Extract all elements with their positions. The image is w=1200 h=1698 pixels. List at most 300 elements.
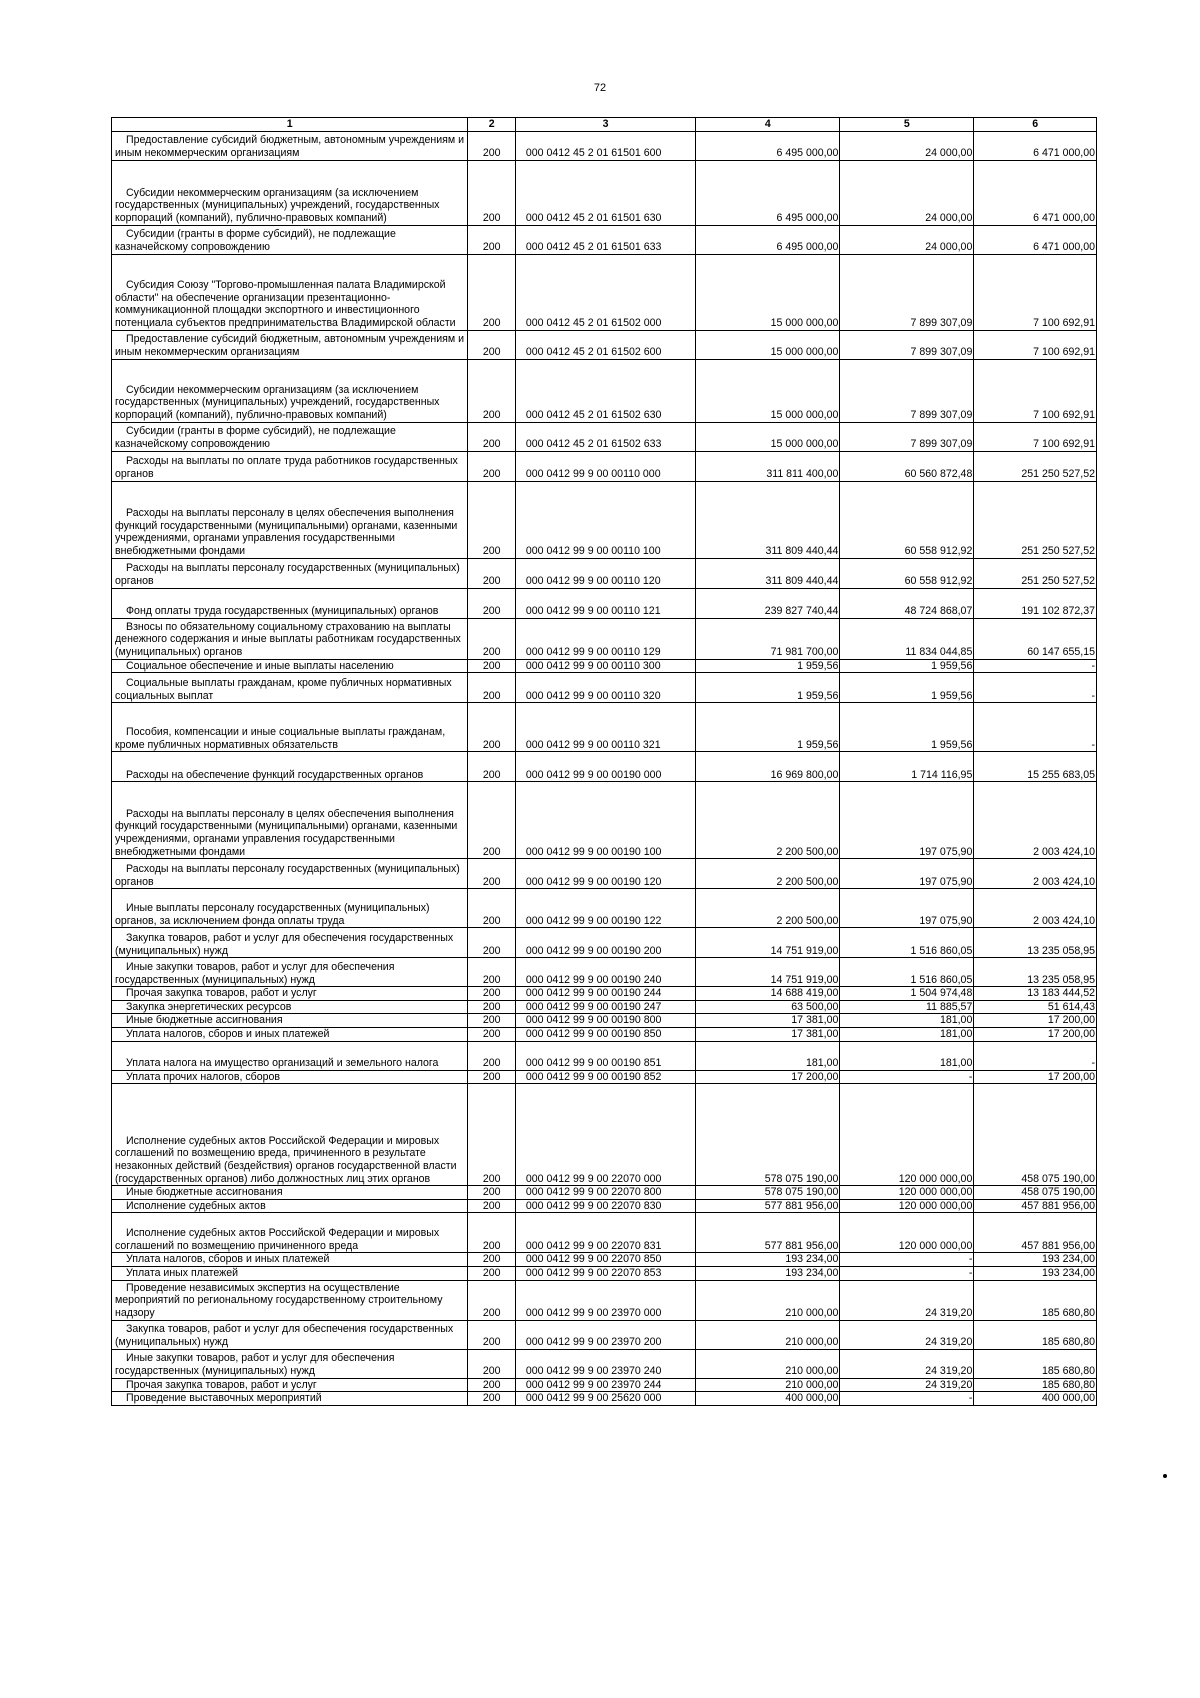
row-line-code-cell: 200 (468, 1320, 515, 1349)
row-approved-amount-cell: 2 200 500,00 (696, 782, 840, 859)
row-budget-code-cell: 000 0412 99 9 00 00110 000 (515, 451, 695, 481)
row-line-code-cell: 200 (468, 659, 515, 673)
row-approved-amount-cell: 400 000,00 (696, 1392, 840, 1406)
row-name-text: Предоставление субсидий бюджетным, автономным учреждениям и иным некоммерческим организациям (115, 333, 465, 358)
row-approved-amount-cell: 14 688 419,00 (696, 987, 840, 1001)
row-name-cell (112, 1084, 468, 1186)
row-executed-amount-cell: 197 075,90 (840, 782, 974, 859)
row-budget-code-cell: 000 0412 99 9 00 00190 850 (515, 1027, 695, 1041)
row-name-text: Закупка энергетических ресурсов (126, 1000, 292, 1013)
row-approved-amount-cell: 210 000,00 (696, 1320, 840, 1349)
row-name-text: Пособия, компенсации и иные социальные выплаты гражданам, кроме публичных нормативных обязательств (115, 726, 446, 751)
row-name-cell (112, 782, 468, 859)
row-budget-code-cell: 000 0412 99 9 00 00110 120 (515, 558, 695, 588)
table-row (112, 1320, 1097, 1349)
row-line-code-cell: 200 (468, 752, 515, 782)
row-executed-amount-cell: 24 000,00 (840, 131, 974, 160)
row-executed-amount-cell: 1 516 860,05 (840, 928, 974, 958)
row-unexecuted-amount-cell: 251 250 527,52 (974, 481, 1097, 558)
row-budget-code-cell: 000 0412 99 9 00 00110 300 (515, 659, 695, 673)
table-row (112, 752, 1097, 782)
row-line-code-cell: 200 (468, 928, 515, 958)
row-unexecuted-amount-cell: 7 100 692,91 (974, 422, 1097, 451)
row-approved-amount-cell: 15 000 000,00 (696, 359, 840, 422)
row-name-text: Иные бюджетные ассигнования (126, 1186, 283, 1199)
row-name-text: Прочая закупка товаров, работ и услуг (126, 987, 317, 1000)
row-approved-amount-cell: 2 200 500,00 (696, 889, 840, 928)
row-executed-amount-cell: 1 516 860,05 (840, 958, 974, 987)
row-executed-amount-cell: 1 714 116,95 (840, 752, 974, 782)
row-line-code-cell: 200 (468, 1084, 515, 1186)
row-executed-amount-cell: 120 000 000,00 (840, 1084, 974, 1186)
row-name-text: Расходы на выплаты по оплате труда работников государственных органов (115, 455, 458, 480)
row-name-text: Закупка товаров, работ и услуг для обеспечения государственных (муниципальных) нужд (115, 932, 454, 957)
header-row (112, 118, 1097, 132)
budget-execution-table (111, 117, 1097, 1406)
row-approved-amount-cell: 14 751 919,00 (696, 958, 840, 987)
row-budget-code-cell: 000 0412 99 9 00 00110 321 (515, 703, 695, 752)
row-line-code-cell: 200 (468, 1041, 515, 1070)
row-unexecuted-amount-cell: 400 000,00 (974, 1392, 1097, 1406)
row-name-cell (112, 928, 468, 958)
row-name-cell (112, 673, 468, 703)
row-approved-amount-cell: 71 981 700,00 (696, 618, 840, 659)
row-line-code-cell: 200 (468, 1070, 515, 1084)
row-budget-code-cell: 000 0412 99 9 00 25620 000 (515, 1392, 695, 1406)
row-approved-amount-cell: 6 495 000,00 (696, 131, 840, 160)
row-approved-amount-cell: 210 000,00 (696, 1378, 840, 1392)
table-row (112, 1349, 1097, 1378)
row-executed-amount-cell: 181,00 (840, 1027, 974, 1041)
header-col-1: 1 (112, 118, 468, 132)
row-executed-amount-cell: - (840, 1253, 974, 1267)
row-approved-amount-cell: 2 200 500,00 (696, 859, 840, 889)
row-name-cell (112, 131, 468, 160)
row-budget-code-cell: 000 0412 45 2 01 61501 633 (515, 225, 695, 254)
row-line-code-cell: 200 (468, 1000, 515, 1014)
row-approved-amount-cell: 17 200,00 (696, 1070, 840, 1084)
table-row (112, 1041, 1097, 1070)
row-unexecuted-amount-cell: 17 200,00 (974, 1014, 1097, 1028)
row-unexecuted-amount-cell: 457 881 956,00 (974, 1199, 1097, 1213)
row-approved-amount-cell: 577 881 956,00 (696, 1213, 840, 1253)
row-approved-amount-cell: 15 000 000,00 (696, 330, 840, 359)
row-approved-amount-cell: 1 959,56 (696, 673, 840, 703)
table-row (112, 1084, 1097, 1186)
row-budget-code-cell: 000 0412 99 9 00 23970 244 (515, 1378, 695, 1392)
row-name-text: Социальное обеспечение и иные выплаты населению (126, 659, 394, 672)
row-executed-amount-cell: 197 075,90 (840, 889, 974, 928)
table-row (112, 958, 1097, 987)
row-unexecuted-amount-cell: 17 200,00 (974, 1027, 1097, 1041)
row-budget-code-cell: 000 0412 99 9 00 00190 100 (515, 782, 695, 859)
row-name-cell (112, 1378, 468, 1392)
table-row (112, 481, 1097, 558)
row-name-cell (112, 618, 468, 659)
row-budget-code-cell: 000 0412 99 9 00 00110 121 (515, 588, 695, 618)
row-approved-amount-cell: 181,00 (696, 1041, 840, 1070)
row-budget-code-cell: 000 0412 99 9 00 22070 853 (515, 1266, 695, 1280)
row-unexecuted-amount-cell: 6 471 000,00 (974, 225, 1097, 254)
row-line-code-cell: 200 (468, 1378, 515, 1392)
table-row (112, 330, 1097, 359)
row-name-cell (112, 558, 468, 588)
row-name-text: Субсидия Союзу "Торгово-промышленная палата Владимирской области" на обеспечение организации презентационно-коммуникационной площадки экспортного и инвестиционного потенциала субъектов предпринимательства Владимирской области (115, 279, 456, 329)
row-budget-code-cell: 000 0412 99 9 00 22070 831 (515, 1213, 695, 1253)
row-line-code-cell: 200 (468, 131, 515, 160)
row-unexecuted-amount-cell: 457 881 956,00 (974, 1213, 1097, 1253)
row-unexecuted-amount-cell: 185 680,80 (974, 1280, 1097, 1320)
row-name-cell (112, 1280, 468, 1320)
row-line-code-cell: 200 (468, 422, 515, 451)
row-line-code-cell: 200 (468, 359, 515, 422)
row-unexecuted-amount-cell: 458 075 190,00 (974, 1186, 1097, 1200)
row-line-code-cell: 200 (468, 558, 515, 588)
row-approved-amount-cell: 1 959,56 (696, 659, 840, 673)
row-approved-amount-cell: 15 000 000,00 (696, 422, 840, 451)
row-line-code-cell: 200 (468, 1266, 515, 1280)
row-approved-amount-cell: 311 811 400,00 (696, 451, 840, 481)
row-line-code-cell: 200 (468, 160, 515, 225)
table-row (112, 1070, 1097, 1084)
row-budget-code-cell: 000 0412 99 9 00 00190 000 (515, 752, 695, 782)
row-unexecuted-amount-cell: 51 614,43 (974, 1000, 1097, 1014)
row-executed-amount-cell: 7 899 307,09 (840, 422, 974, 451)
row-name-text: Предоставление субсидий бюджетным, автономным учреждениям и иным некоммерческим организациям (115, 134, 465, 159)
row-approved-amount-cell: 578 075 190,00 (696, 1084, 840, 1186)
row-name-cell (112, 659, 468, 673)
row-name-cell (112, 859, 468, 889)
row-unexecuted-amount-cell: 6 471 000,00 (974, 131, 1097, 160)
row-approved-amount-cell: 193 234,00 (696, 1266, 840, 1280)
row-unexecuted-amount-cell: 6 471 000,00 (974, 160, 1097, 225)
row-approved-amount-cell: 14 751 919,00 (696, 928, 840, 958)
row-executed-amount-cell: - (840, 1070, 974, 1084)
row-unexecuted-amount-cell: 2 003 424,10 (974, 859, 1097, 889)
row-name-cell (112, 987, 468, 1001)
row-approved-amount-cell: 193 234,00 (696, 1253, 840, 1267)
row-unexecuted-amount-cell: 15 255 683,05 (974, 752, 1097, 782)
row-unexecuted-amount-cell: 191 102 872,37 (974, 588, 1097, 618)
row-line-code-cell: 200 (468, 588, 515, 618)
row-name-cell (112, 1000, 468, 1014)
table-row (112, 1027, 1097, 1041)
row-line-code-cell: 200 (468, 987, 515, 1001)
header-col-6: 6 (974, 118, 1097, 132)
row-line-code-cell: 200 (468, 1014, 515, 1028)
row-approved-amount-cell: 6 495 000,00 (696, 160, 840, 225)
row-name-text: Уплата налогов, сборов и иных платежей (126, 1027, 330, 1040)
row-budget-code-cell: 000 0412 99 9 00 22070 850 (515, 1253, 695, 1267)
row-unexecuted-amount-cell: 2 003 424,10 (974, 782, 1097, 859)
row-budget-code-cell: 000 0412 99 9 00 22070 000 (515, 1084, 695, 1186)
table-row (112, 673, 1097, 703)
table-row (112, 859, 1097, 889)
table-row (112, 1392, 1097, 1406)
row-name-text: Закупка товаров, работ и услуг для обеспечения государственных (муниципальных) нужд (115, 1323, 454, 1348)
table-row (112, 359, 1097, 422)
row-line-code-cell: 200 (468, 782, 515, 859)
row-budget-code-cell: 000 0412 45 2 01 61502 600 (515, 330, 695, 359)
row-executed-amount-cell: 120 000 000,00 (840, 1213, 974, 1253)
row-name-cell (112, 703, 468, 752)
row-name-text: Расходы на выплаты персоналу в целях обеспечения выполнения функций государственными (муниципальными) органами, казенными учреждениями, органами управления государственными внебюджетными фондами (115, 807, 458, 858)
row-executed-amount-cell: 11 885,57 (840, 1000, 974, 1014)
row-budget-code-cell: 000 0412 99 9 00 00110 320 (515, 673, 695, 703)
row-executed-amount-cell: 7 899 307,09 (840, 359, 974, 422)
row-name-text: Исполнение судебных актов (126, 1199, 266, 1212)
row-name-cell (112, 254, 468, 330)
row-name-cell (112, 752, 468, 782)
row-name-cell (112, 1320, 468, 1349)
row-line-code-cell: 200 (468, 673, 515, 703)
table-row (112, 987, 1097, 1001)
row-name-text: Иные закупки товаров, работ и услуг для обеспечения государственных (муниципальных) нужд (115, 1352, 395, 1377)
row-line-code-cell: 200 (468, 618, 515, 659)
row-unexecuted-amount-cell: 458 075 190,00 (974, 1084, 1097, 1186)
row-approved-amount-cell: 16 969 800,00 (696, 752, 840, 782)
row-unexecuted-amount-cell: 251 250 527,52 (974, 558, 1097, 588)
row-unexecuted-amount-cell: 13 183 444,52 (974, 987, 1097, 1001)
row-name-text: Расходы на обеспечение функций государственных органов (126, 768, 424, 781)
table-row (112, 618, 1097, 659)
row-unexecuted-amount-cell: 2 003 424,10 (974, 889, 1097, 928)
page-number: 72 (593, 82, 607, 94)
row-executed-amount-cell: 24 319,20 (840, 1320, 974, 1349)
table-row (112, 1014, 1097, 1028)
row-executed-amount-cell: 24 000,00 (840, 225, 974, 254)
row-executed-amount-cell: 120 000 000,00 (840, 1199, 974, 1213)
row-unexecuted-amount-cell: 13 235 058,95 (974, 928, 1097, 958)
row-budget-code-cell: 000 0412 45 2 01 61502 630 (515, 359, 695, 422)
table-row (112, 422, 1097, 451)
row-budget-code-cell: 000 0412 99 9 00 00190 240 (515, 958, 695, 987)
row-line-code-cell: 200 (468, 254, 515, 330)
row-line-code-cell: 200 (468, 1186, 515, 1200)
table-row (112, 889, 1097, 928)
row-name-cell (112, 889, 468, 928)
row-name-text: Исполнение судебных актов Российской Федерации и мировых соглашений по возмещению вреда, причиненного в результате незаконных действий (бездействия) органов государственной власти (государственных органов) либо должностных лиц этих органов (115, 1134, 457, 1185)
table-row (112, 1199, 1097, 1213)
row-budget-code-cell: 000 0412 99 9 00 23970 240 (515, 1349, 695, 1378)
row-executed-amount-cell: 7 899 307,09 (840, 330, 974, 359)
row-name-text: Фонд оплаты труда государственных (муниципальных) органов (126, 605, 439, 617)
table-body (112, 131, 1097, 1405)
row-approved-amount-cell: 17 381,00 (696, 1027, 840, 1041)
row-name-text: Взносы по обязательному социальному страхованию на выплаты денежного содержания и иные выплаты работникам государственных (муниципальных) органов (115, 620, 461, 658)
row-executed-amount-cell: 11 834 044,85 (840, 618, 974, 659)
row-line-code-cell: 200 (468, 703, 515, 752)
row-approved-amount-cell: 210 000,00 (696, 1280, 840, 1320)
row-unexecuted-amount-cell: 193 234,00 (974, 1266, 1097, 1280)
row-executed-amount-cell: 1 959,56 (840, 659, 974, 673)
row-name-text: Иные выплаты персоналу государственных (муниципальных) органов, за исключением фонда оплаты труда (115, 902, 430, 927)
row-name-cell (112, 160, 468, 225)
row-line-code-cell: 200 (468, 1280, 515, 1320)
row-name-text: Исполнение судебных актов Российской Федерации и мировых соглашений по возмещению причиненного вреда (115, 1227, 440, 1252)
row-budget-code-cell: 000 0412 45 2 01 61501 630 (515, 160, 695, 225)
table-row (112, 451, 1097, 481)
row-executed-amount-cell: - (840, 1266, 974, 1280)
header-col-3: 3 (515, 118, 695, 132)
table-row (112, 588, 1097, 618)
row-unexecuted-amount-cell: 7 100 692,91 (974, 359, 1097, 422)
row-budget-code-cell: 000 0412 99 9 00 00190 122 (515, 889, 695, 928)
row-name-cell (112, 1070, 468, 1084)
row-unexecuted-amount-cell: 251 250 527,52 (974, 451, 1097, 481)
row-budget-code-cell: 000 0412 99 9 00 00110 100 (515, 481, 695, 558)
row-executed-amount-cell: 60 558 912,92 (840, 481, 974, 558)
row-line-code-cell: 200 (468, 330, 515, 359)
row-unexecuted-amount-cell: 60 147 655,15 (974, 618, 1097, 659)
row-approved-amount-cell: 6 495 000,00 (696, 225, 840, 254)
header-col-5: 5 (840, 118, 974, 132)
row-executed-amount-cell: 7 899 307,09 (840, 254, 974, 330)
row-name-cell (112, 1027, 468, 1041)
row-name-text: Расходы на выплаты персоналу государственных (муниципальных) органов (115, 863, 460, 888)
row-name-cell (112, 1349, 468, 1378)
row-unexecuted-amount-cell: 7 100 692,91 (974, 330, 1097, 359)
row-name-cell (112, 958, 468, 987)
row-line-code-cell: 200 (468, 225, 515, 254)
row-name-text: Иные закупки товаров, работ и услуг для обеспечения государственных (муниципальных) нужд (115, 961, 395, 986)
row-executed-amount-cell: 120 000 000,00 (840, 1186, 974, 1200)
row-name-cell (112, 1186, 468, 1200)
row-unexecuted-amount-cell: - (974, 673, 1097, 703)
row-approved-amount-cell: 311 809 440,44 (696, 558, 840, 588)
row-unexecuted-amount-cell: - (974, 1041, 1097, 1070)
row-name-cell (112, 1392, 468, 1406)
row-unexecuted-amount-cell: 7 100 692,91 (974, 254, 1097, 330)
row-executed-amount-cell: - (840, 1392, 974, 1406)
row-approved-amount-cell: 578 075 190,00 (696, 1186, 840, 1200)
table-row (112, 1000, 1097, 1014)
table-row (112, 225, 1097, 254)
row-budget-code-cell: 000 0412 99 9 00 00190 200 (515, 928, 695, 958)
row-name-text: Субсидии (гранты в форме субсидий), не подлежащие казначейскому сопровождению (115, 425, 396, 450)
row-line-code-cell: 200 (468, 481, 515, 558)
row-budget-code-cell: 000 0412 45 2 01 61501 600 (515, 131, 695, 160)
table-row (112, 160, 1097, 225)
row-unexecuted-amount-cell: - (974, 703, 1097, 752)
table-row (112, 131, 1097, 160)
table-row (112, 1280, 1097, 1320)
table-row (112, 254, 1097, 330)
row-budget-code-cell: 000 0412 99 9 00 22070 800 (515, 1186, 695, 1200)
row-approved-amount-cell: 239 827 740,44 (696, 588, 840, 618)
row-executed-amount-cell: 1 504 974,48 (840, 987, 974, 1001)
row-line-code-cell: 200 (468, 1199, 515, 1213)
table-row (112, 782, 1097, 859)
row-line-code-cell: 200 (468, 859, 515, 889)
row-budget-code-cell: 000 0412 99 9 00 00110 129 (515, 618, 695, 659)
row-name-cell (112, 359, 468, 422)
row-name-cell (112, 1266, 468, 1280)
row-name-text: Иные бюджетные ассигнования (126, 1014, 283, 1027)
table-row (112, 1378, 1097, 1392)
row-line-code-cell: 200 (468, 451, 515, 481)
row-executed-amount-cell: 60 560 872,48 (840, 451, 974, 481)
row-budget-code-cell: 000 0412 45 2 01 61502 633 (515, 422, 695, 451)
row-approved-amount-cell: 1 959,56 (696, 703, 840, 752)
header-col-2: 2 (468, 118, 515, 132)
row-name-text: Уплата иных платежей (126, 1266, 238, 1279)
row-unexecuted-amount-cell: 193 234,00 (974, 1253, 1097, 1267)
row-line-code-cell: 200 (468, 958, 515, 987)
row-name-cell (112, 1199, 468, 1213)
row-name-cell (112, 588, 468, 618)
row-name-text: Уплата прочих налогов, сборов (126, 1070, 281, 1083)
table-row (112, 703, 1097, 752)
row-unexecuted-amount-cell: - (974, 659, 1097, 673)
row-budget-code-cell: 000 0412 45 2 01 61502 000 (515, 254, 695, 330)
row-budget-code-cell: 000 0412 99 9 00 00190 852 (515, 1070, 695, 1084)
row-executed-amount-cell: 24 319,20 (840, 1349, 974, 1378)
table-row (112, 1266, 1097, 1280)
row-unexecuted-amount-cell: 185 680,80 (974, 1378, 1097, 1392)
row-name-text: Проведение выставочных мероприятий (126, 1392, 322, 1405)
row-name-cell (112, 1213, 468, 1253)
row-name-text: Прочая закупка товаров, работ и услуг (126, 1378, 317, 1391)
row-name-cell (112, 1041, 468, 1070)
table-row (112, 1213, 1097, 1253)
row-line-code-cell: 200 (468, 1213, 515, 1253)
row-approved-amount-cell: 15 000 000,00 (696, 254, 840, 330)
row-budget-code-cell: 000 0412 99 9 00 00190 244 (515, 987, 695, 1001)
row-name-cell (112, 422, 468, 451)
row-name-cell (112, 451, 468, 481)
row-unexecuted-amount-cell: 185 680,80 (974, 1349, 1097, 1378)
row-executed-amount-cell: 48 724 868,07 (840, 588, 974, 618)
row-name-text: Субсидии некоммерческим организациям (за исключением государственных (муниципальных) учреждений, государственных корпораций (компаний), публично-правовых компаний) (115, 186, 440, 224)
row-unexecuted-amount-cell: 17 200,00 (974, 1070, 1097, 1084)
row-approved-amount-cell: 210 000,00 (696, 1349, 840, 1378)
row-name-text: Уплата налогов, сборов и иных платежей (126, 1253, 330, 1266)
row-approved-amount-cell: 63 500,00 (696, 1000, 840, 1014)
header-col-4: 4 (696, 118, 840, 132)
row-name-cell (112, 225, 468, 254)
row-executed-amount-cell: 1 959,56 (840, 703, 974, 752)
row-line-code-cell: 200 (468, 1027, 515, 1041)
row-name-text: Расходы на выплаты персоналу в целях обеспечения выполнения функций государственными (муниципальными) органами, казенными учреждениями, органами управления государственными внебюджетными фондами (115, 507, 458, 557)
row-executed-amount-cell: 24 319,20 (840, 1378, 974, 1392)
row-budget-code-cell: 000 0412 99 9 00 23970 000 (515, 1280, 695, 1320)
row-unexecuted-amount-cell: 13 235 058,95 (974, 958, 1097, 987)
row-unexecuted-amount-cell: 185 680,80 (974, 1320, 1097, 1349)
row-approved-amount-cell: 17 381,00 (696, 1014, 840, 1028)
table-row (112, 659, 1097, 673)
row-budget-code-cell: 000 0412 99 9 00 22070 830 (515, 1199, 695, 1213)
row-name-text: Субсидии (гранты в форме субсидий), не подлежащие казначейскому сопровождению (115, 228, 396, 253)
row-executed-amount-cell: 181,00 (840, 1041, 974, 1070)
row-name-text: Уплата налога на имущество организаций и земельного налога (126, 1056, 439, 1069)
row-line-code-cell: 200 (468, 1253, 515, 1267)
row-name-text: Расходы на выплаты персоналу государственных (муниципальных) органов (115, 562, 460, 587)
row-approved-amount-cell: 577 881 956,00 (696, 1199, 840, 1213)
row-approved-amount-cell: 311 809 440,44 (696, 481, 840, 558)
table-row (112, 928, 1097, 958)
row-executed-amount-cell: 1 959,56 (840, 673, 974, 703)
row-name-cell (112, 1253, 468, 1267)
row-name-cell (112, 481, 468, 558)
row-line-code-cell: 200 (468, 889, 515, 928)
row-budget-code-cell: 000 0412 99 9 00 00190 247 (515, 1000, 695, 1014)
row-executed-amount-cell: 197 075,90 (840, 859, 974, 889)
row-line-code-cell: 200 (468, 1392, 515, 1406)
row-executed-amount-cell: 24 319,20 (840, 1280, 974, 1320)
row-line-code-cell: 200 (468, 1349, 515, 1378)
row-budget-code-cell: 000 0412 99 9 00 00190 120 (515, 859, 695, 889)
